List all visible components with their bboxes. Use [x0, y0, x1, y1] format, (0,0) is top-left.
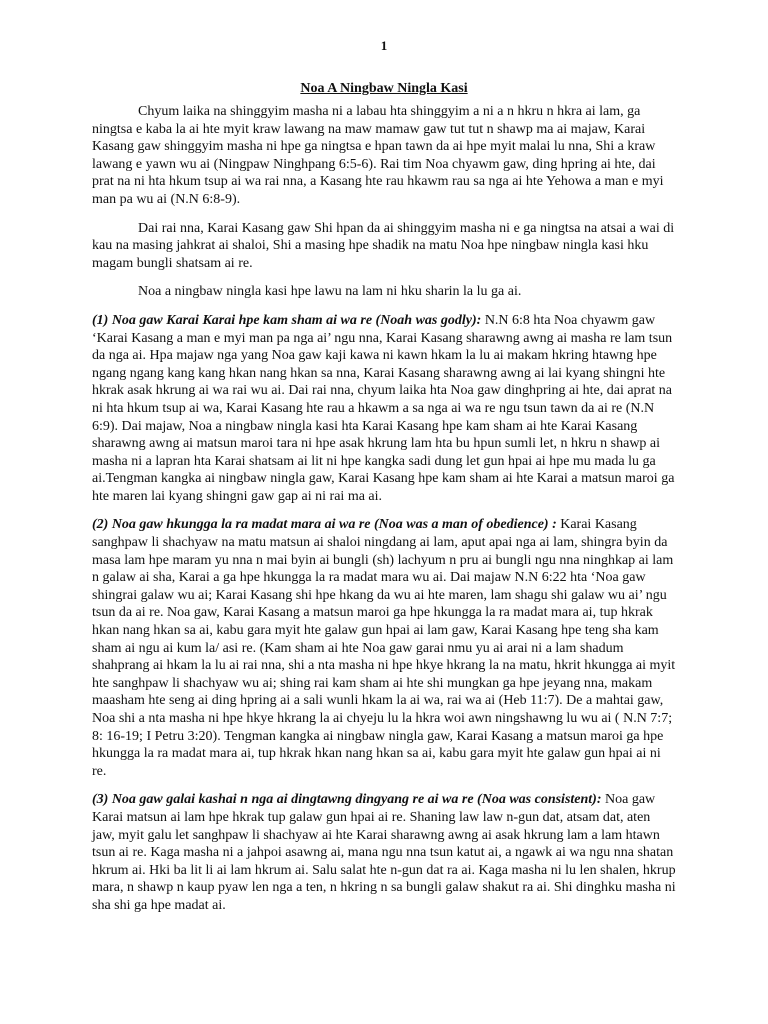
- document-title: Noa A Ningbaw Ningla Kasi: [300, 81, 468, 96]
- section-1-heading: (1) Noa gaw Karai Karai hpe kam sham ai wa re (Noah was godly):: [92, 312, 482, 328]
- section-2-heading: (2) Noa gaw hkungga la ra madat mara ai wa re (Noa was a man of obedience) :: [92, 517, 557, 533]
- section-3-body: Noa gaw Karai matsun ai lam hpe hkrak tup galaw gun hpai ai re. Shaning law law n-gun dat, atsam dat, aten jaw, myit galu let sanghpaw li shachyaw ai hte Karai sharawng awng ai asak hkrung lam a lam htawn tsun ai re. Kaga masha ni a jahpoi asawng ai, mana ngu nna tsun katut ai, a ngawk ai wa ngu nna shatan hkrum ai. Hki ba lit li ai lam hkrum ai. Salu salat hte n-gun dat ra ai. Kaga masha ni lu len shalen, hkrup mara, n shawp n kaup pyaw len nga a ten, n hkring n sa bungli galaw shakut ra ai. Shi dinghku masha ni sha shi ga hpe madat ai.: [92, 792, 676, 913]
- section-3-heading: (3) Noa gaw galai kashai n nga ai dingtawng dingyang re ai wa re (Noa was consistent):: [92, 792, 602, 808]
- intro-paragraph-2: Dai rai nna, Karai Kasang gaw Shi hpan da ai shinggyim masha ni e ga ningtsa na atsai a wai di kau na masing jahkrat ai shaloi, Shi a masing hpe shadik na matu Noa hpe ningbaw ningla kasi hku magam bungli shatsam ai re.: [92, 220, 675, 271]
- section-3-paragraph: [92, 791, 676, 914]
- intro-paragraph-1: Chyum laika na shinggyim masha ni a labau hta shinggyim a ni a n hkru n hkra ai lam, ga ningtsa e kaba la ai hte myit kraw lawang na maw mamaw gaw tut tut n shawp ma ai majaw, Karai Kasang gaw shinggyim masha ni hpe ga ningtsa e hpan tawn da ai hpe myit malai lu nna, Shi a kraw lawang e yawn wu ai (Ningpaw Ninghpang 6:5-6). Rai tim Noa chyawm gaw, ding hpring ai hte, dai prat na ni hta hkum tsup ai wa rai nna, a Kasang hte rau hkawm rau sa nga ai hte Yehowa a man e myi man pa wu ai (N.N 6:8-9).: [92, 104, 664, 207]
- document-page: [92, 38, 676, 926]
- intro-paragraph-3: Noa a ningbaw ningla kasi hpe lawu na lam ni hku sharin la lu ga ai.: [138, 284, 522, 300]
- section-2-body: Karai Kasang sanghpaw li shachyaw na matu matsun ai shaloi ningdang ai lam, aput apai nga ai lam, shingra byin da masa lam hpe maram yu nna n mai byin ai bungli (sh) lachyum n pru ai bungli ngu nna ninghkap ai lam n galaw ai sha, Karai a ga hpe hkungga la ra madat mara wu ai. Dai majaw N.N 6:22 hta ‘Noa gaw shingrai galaw wu ai; Karai Kasang shi hpe hkang da wu ai hte maren, lam shagu shi galaw wu ai’ ngu tsun da ai re. Noa gaw, Karai Kasang a matsun maroi ga hpe hkungga la ra madat mara ai, tup hkrak hkan nang hkan sa ai, kabu gara myit hte galaw gun hpai ai lam gaw, Karai Kasang hpe teng sha kam sham ai ngu ai kum la/ asi re. (Kam sham ai hte Noa gaw garai nmu yu ai arai ni a lam shadum shahprang ai hkam la lu ai rai nna, shi a nta masha ni hpe hkye hkrang la na matu, hkrit hkungga ai myit hte sanghpaw li shachyaw wu ai; shing rai kam sham ai hte shi mungkan ga hpe jeyang nna, makam maasham hte seng ai ding hpring ai a sali wunli hkam la ai wa, rai wa ai (Heb 11:7). De a mahtai gaw, Noa shi a nta masha ni hpe hkye hkrang la ai chyeju lu la hkra woi awn ningshawng lu wu ai ( N.N 7:7; 8: 16-19; I Petru 3:20). Tengman kangka ai ningbaw ningla gaw, Karai Kasang a matsun maroi ga hpe hkungga la ra madat mara ai, tup hkrak hkan nang hkan sa ai, kabu gara myit hte galaw gun hpai ai ni re.: [92, 517, 676, 779]
- section-2-paragraph: [92, 516, 676, 780]
- section-1-paragraph: [92, 312, 676, 506]
- page-number: 1: [380, 38, 388, 53]
- section-1-body: N.N 6:8 hta Noa chyawm gaw ‘Karai Kasang a man e myi man pa nga ai’ ngu nna, Karai Kasang sharawng awng ai masha re lam tsun da nga ai. Hpa majaw nga yang Noa gaw kaji kawa ni kawn hkam la lu ai makam hkring htawng hpe ngang ngang kang kang hkan nang hkan sa nna, Karai Kasang sharawng awng ai lai kyang shingni hte hkrak asak hkrung ai wa rai wu ai. Dai rai nna, chyum laika hta Noa gaw dinghpring ai hte, dai aprat na ni hta hkum tsup ai wa, Karai Kasang hte rau a hkawm a sa nga ai wa re ngu tsun tawn da ai re (N.N 6:9). Dai majaw, Noa a ningbaw ningla kasi hta Karai Kasang hpe kam sham ai hte Karai Kasang sharawng awng ai matsun maroi tara ni hpe asak hkrung lam hta bu hpun sumli let, n hkru n shawp ai masha ni a lapran hta Karai shatsam ai lit ni hpe kangka sadi dung let gun hpai ai hpe mu mada lu ga ai.Tengman kangka ai ningbaw ningla gaw, Karai Kasang hpe kam sham ai hte Karai a matsun maroi ga hte maren lai kyang shingni gaw gap ai ni rai ma ai.: [92, 312, 675, 504]
